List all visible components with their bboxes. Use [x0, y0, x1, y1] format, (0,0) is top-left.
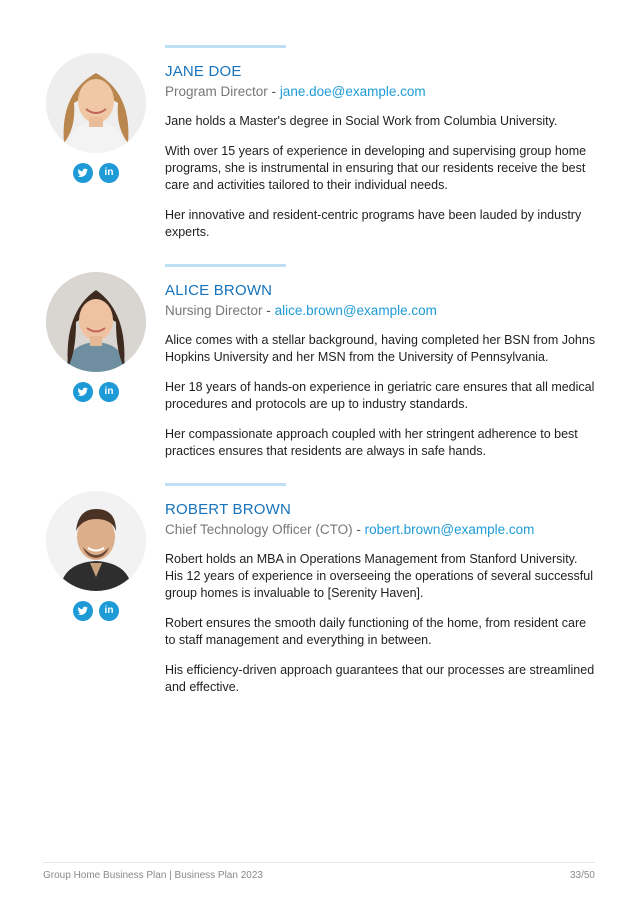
role-separator: -: [266, 303, 271, 318]
bio-paragraph: Robert ensures the smooth daily functioning of the home, from resident care to staff management and everything in between.: [165, 616, 587, 647]
role-separator: -: [356, 522, 361, 537]
member-name: ALICE BROWN: [165, 282, 273, 299]
member-bio: [165, 551, 597, 709]
bio-paragraph: Her innovative and resident-centric programs have been lauded by industry experts.: [165, 208, 582, 239]
email-link[interactable]: robert.brown@example.com: [364, 522, 535, 537]
bio-paragraph: With over 15 years of experience in developing and supervising group home programs, she is instrumental in ensuring that our residents receive the best care and activities tailored to their individual needs.: [165, 144, 587, 192]
bio-paragraph: Her compassionate approach coupled with her stringent adherence to best practices ensures that residents are always in safe hands.: [165, 427, 578, 458]
linkedin-icon[interactable]: in: [99, 163, 119, 183]
member-bio: [165, 113, 597, 254]
bio-paragraph: Robert holds an MBA in Operations Management from Stanford University. His 12 years of experience in overseeing the operations of several successful group homes is invaluable to [Serenity Haven].: [165, 552, 594, 600]
member-role: Chief Technology Officer (CTO): [165, 522, 353, 537]
social-links: [73, 163, 121, 185]
member-role-line: [165, 521, 534, 539]
email-link[interactable]: jane.doe@example.com: [279, 84, 426, 99]
member-bio: [165, 332, 597, 473]
accent-divider: [165, 264, 286, 267]
email-link[interactable]: alice.brown@example.com: [274, 303, 437, 318]
twitter-icon[interactable]: [73, 163, 93, 183]
twitter-icon[interactable]: [73, 382, 93, 402]
page-number: 33/50: [569, 870, 595, 881]
member-name: JANE DOE: [165, 63, 242, 80]
avatar-photo: [46, 272, 146, 372]
bio-paragraph: Her 18 years of hands-on experience in geriatric care ensures that all medical procedures and protocols are up to industry standards.: [165, 380, 595, 411]
accent-divider: [165, 45, 286, 48]
member-name: ROBERT BROWN: [165, 501, 292, 518]
member-role-line: [165, 302, 437, 320]
bio-paragraph: Alice comes with a stellar background, having completed her BSN from Johns Hopkins University and her MSN from the University of Pennsylvania.: [165, 333, 596, 364]
avatar-photo: [46, 491, 146, 591]
accent-divider: [165, 483, 286, 486]
avatar-photo: [46, 53, 146, 153]
member-role: Nursing Director: [165, 303, 263, 318]
linkedin-icon[interactable]: in: [99, 382, 119, 402]
member-role-line: [165, 83, 426, 101]
twitter-icon[interactable]: [73, 601, 93, 621]
role-separator: -: [271, 84, 277, 99]
social-links: [73, 601, 121, 623]
linkedin-icon[interactable]: in: [99, 601, 119, 621]
footer-document-title: Group Home Business Plan | Business Plan 2023: [43, 870, 263, 881]
bio-paragraph: His efficiency-driven approach guarantees that our processes are streamlined and effective.: [165, 663, 595, 694]
bio-paragraph: Jane holds a Master's degree in Social Work from Columbia University.: [165, 114, 558, 128]
social-links: [73, 382, 121, 404]
footer-divider: [43, 862, 595, 863]
member-role: Program Director: [165, 84, 268, 99]
